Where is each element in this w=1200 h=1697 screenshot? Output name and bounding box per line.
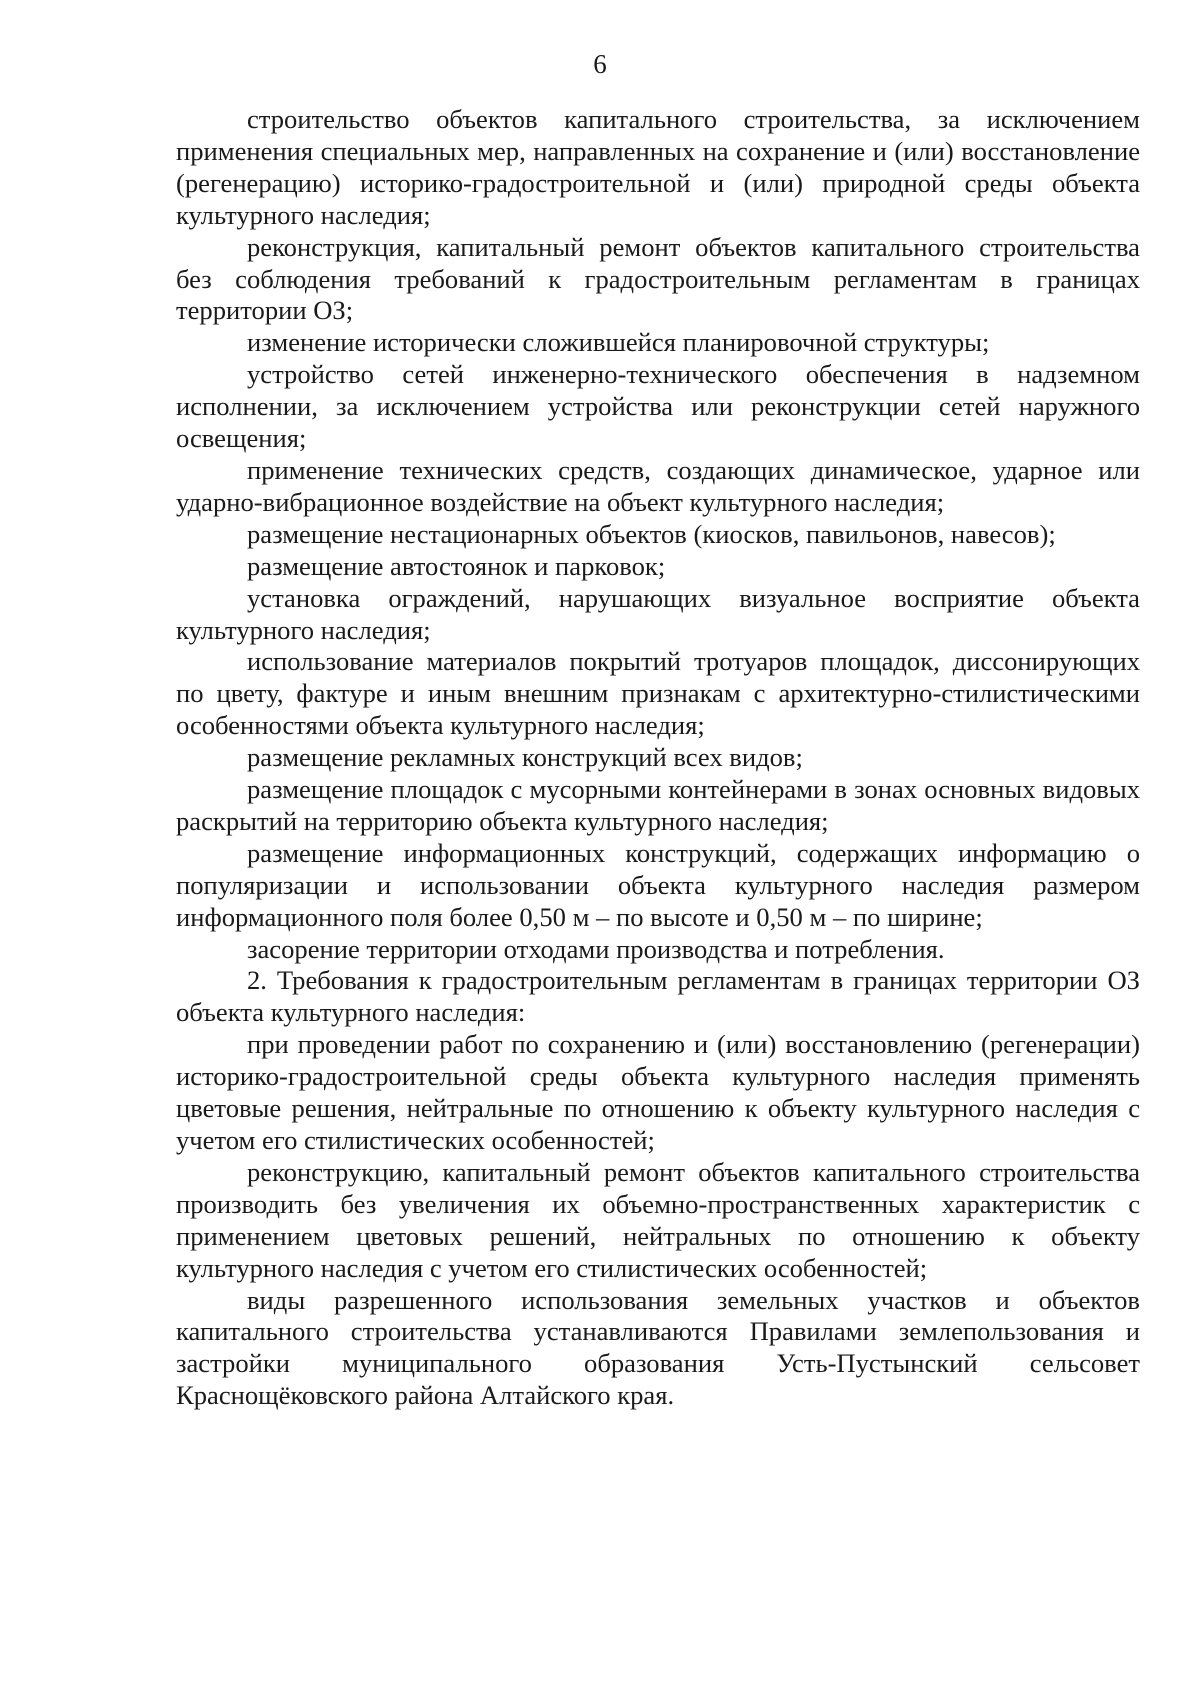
- page-number: 6: [593, 49, 607, 79]
- paragraph-6: размещение нестационарных объектов (киосков, павильонов, навесов);: [247, 518, 1056, 549]
- paragraph-10: размещение рекламных конструкций всех видов;: [247, 742, 803, 773]
- paragraph-5: применение технических средств, создающих динамическое, ударное или ударно-вибрационное воздействие на объект культурного наследия;: [176, 454, 1140, 517]
- paragraph-14: 2. Требования к градостроительным регламентам в границах территории ОЗ объекта культурного наследия:: [176, 965, 1140, 1028]
- paragraph-7: размещение автостоянок и парковок;: [247, 550, 666, 581]
- paragraph-8: установка ограждений, нарушающих визуальное восприятие объекта культурного наследия;: [176, 582, 1140, 645]
- paragraph-13: засорение территории отходами производства и потребления.: [247, 933, 945, 964]
- paragraph-15: при проведении работ по сохранению и (или) восстановлению (регенерации) историко-градостроительной среды объекта культурного наследия применять цветовые решения, нейтральные по отношению к объекту культурного наследия с учетом его стилистических особенностей;: [176, 1029, 1140, 1155]
- document-body: [176, 104, 1140, 1412]
- paragraph-2: реконструкция, капитальный ремонт объектов капитального строительства без соблюдения требований к градостроительным регламентам в границах территории ОЗ;: [176, 231, 1140, 326]
- paragraph-4: устройство сетей инженерно-технического обеспечения в надземном исполнении, за исключением устройства или реконструкции сетей наружного освещения;: [176, 359, 1140, 454]
- paragraph-9: использование материалов покрытий тротуаров площадок, диссонирующих по цвету, фактуре и иным внешним признакам с архитектурно-стилистическими особенностями объекта культурного наследия;: [176, 646, 1140, 741]
- paragraph-17: виды разрешенного использования земельных участков и объектов капитального строительства устанавливаются Правилами землепользования и застройки муниципального образования Усть-Пустынский сельсовет Краснощёковского района Алтайского края.: [176, 1284, 1140, 1411]
- paragraph-16: реконструкцию, капитальный ремонт объектов капитального строительства производить без увеличения их объемно-пространственных характеристик с применением цветовых решений, нейтральных по отношению к объекту культурного наследия с учетом его стилистических особенностей;: [176, 1156, 1140, 1283]
- paragraph-1: строительство объектов капитального строительства, за исключением применения специальных мер, направленных на сохранение и (или) восстановление (регенерацию) историко-градостроительной и (или) природной среды объекта культурного наследия;: [176, 104, 1140, 230]
- paragraph-12: размещение информационных конструкций, содержащих информацию о популяризации и использовании объекта культурного наследия размером информационного поля более 0,50 м – по высоте и 0,50 м – по ширине;: [176, 837, 1140, 932]
- paragraph-3: изменение исторически сложившейся планировочной структуры;: [247, 327, 990, 358]
- paragraph-11: размещение площадок с мусорными контейнерами в зонах основных видовых раскрытий на территорию объекта культурного наследия;: [176, 774, 1140, 836]
